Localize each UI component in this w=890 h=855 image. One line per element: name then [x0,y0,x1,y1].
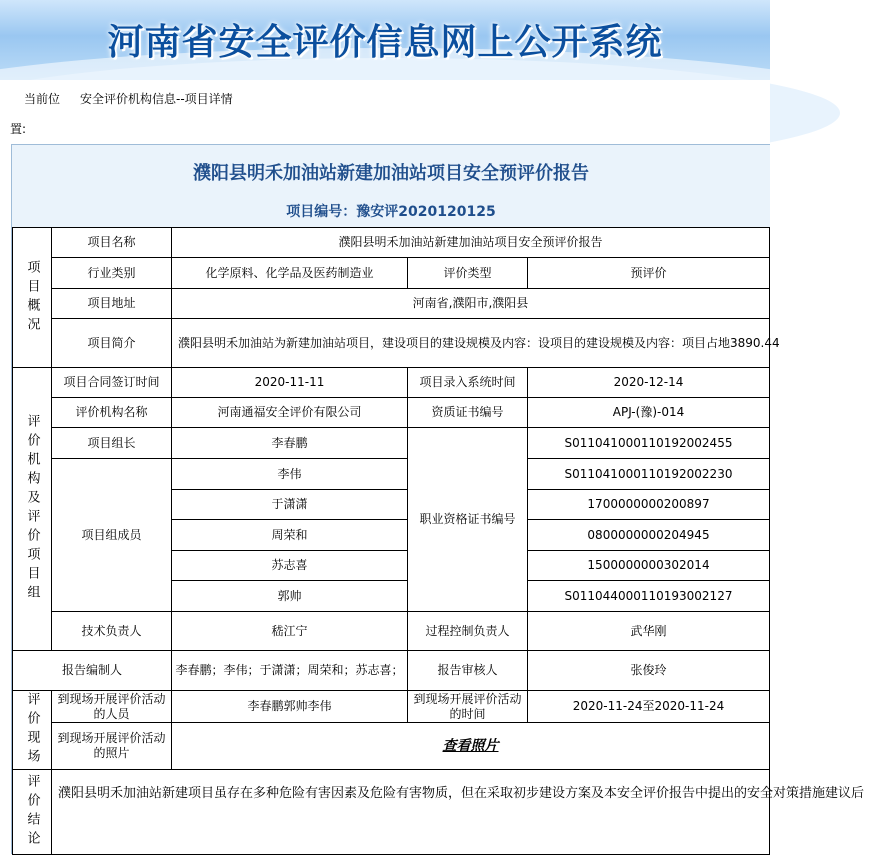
member-name: 郭帅 [172,581,408,612]
label-entry-time: 项目录入系统时间 [408,368,528,398]
member-name: 周荣和 [172,520,408,551]
label-site-photos: 到现场开展评价活动的照片 [52,723,172,770]
system-title: 河南省安全评价信息网上公开系统 [107,22,663,63]
report-title: 濮阳县明禾加油站新建加油站项目安全预评价报告 [193,163,589,184]
report-header [12,145,770,227]
member-name: 李伟 [172,459,408,490]
member-cert: S011041000110192002230 [528,459,770,490]
section-org: 评价机构及评价项目组 [12,368,52,651]
header-banner [0,0,770,80]
label-summary: 项目简介 [52,319,172,368]
label-qual-cert: 职业资格证书编号 [408,428,528,612]
member-cert: 1500000000302014 [528,551,770,581]
section-conclusion: 评价结论 [12,770,52,855]
value-eval-type: 预评价 [528,258,770,289]
breadcrumb [0,80,770,144]
section-site: 评价现场 [12,691,52,770]
label-project-name: 项目名称 [52,227,172,258]
label-leader: 项目组长 [52,428,172,459]
member-cert: 1700000000200897 [528,490,770,520]
member-name: 于潇潇 [172,490,408,520]
member-cert: 0800000000204945 [528,520,770,551]
label-members: 项目组成员 [52,459,172,612]
member-name: 苏志喜 [172,551,408,581]
value-address: 河南省,濮阳市,濮阳县 [172,289,770,319]
label-site-time: 到现场开展评价活动的时间 [408,691,528,723]
value-tech-lead: 嵇江宁 [172,612,408,651]
site-photos-cell [172,723,770,770]
breadcrumb-label-tail: 置: [10,122,27,136]
breadcrumb-label: 当前位 [24,92,61,106]
value-entry-time: 2020-12-14 [528,368,770,398]
label-address: 项目地址 [52,289,172,319]
label-tech-lead: 技术负责人 [52,612,172,651]
label-industry: 行业类别 [52,258,172,289]
breadcrumb-path: 安全评价机构信息--项目详情 [80,92,233,106]
value-contract-time: 2020-11-11 [172,368,408,398]
label-process-lead: 过程控制负责人 [408,612,528,651]
member-cert: S011044000110193002127 [528,581,770,612]
label-eval-type: 评价类型 [408,258,528,289]
label-report-author: 报告编制人 [12,651,172,691]
label-contract-time: 项目合同签订时间 [52,368,172,398]
value-conclusion: 濮阳县明禾加油站新建项目虽存在多种危险有害因素及危险有害物质，但在采取初步建设方案及本安全评价报告中提出的安全对策措施建议后 [52,770,770,855]
value-leader: 李春鹏 [172,428,408,459]
value-org-name: 河南通福安全评价有限公司 [172,398,408,428]
value-process-lead: 武华刚 [528,612,770,651]
view-photos-link[interactable]: 查看照片 [442,737,499,754]
value-leader-cert: S011041000110192002455 [528,428,770,459]
label-org-name: 评价机构名称 [52,398,172,428]
value-report-reviewer: 张俊玲 [528,651,770,691]
section-overview: 项目概况 [12,227,52,368]
value-report-author: 李春鹏；李伟；于潇潇；周荣和；苏志喜； [172,651,408,691]
label-report-reviewer: 报告审核人 [408,651,528,691]
value-site-people: 李春鹏郭帅李伟 [172,691,408,723]
label-site-people: 到现场开展评价活动的人员 [52,691,172,723]
value-industry: 化学原料、化学品及医药制造业 [172,258,408,289]
value-project-name: 濮阳县明禾加油站新建加油站项目安全预评价报告 [172,227,770,258]
value-cert-no: APJ-(豫)-014 [528,398,770,428]
project-number: 项目编号：豫安评2020120125 [286,204,496,220]
project-detail-panel [11,144,865,854]
label-cert-no: 资质证书编号 [408,398,528,428]
value-summary: 濮阳县明禾加油站为新建加油站项目，建设项目的建设规模及内容：设项目的建设规模及内容：项目占地3890.44 [172,319,770,368]
value-site-time: 2020-11-24至2020-11-24 [528,691,770,723]
